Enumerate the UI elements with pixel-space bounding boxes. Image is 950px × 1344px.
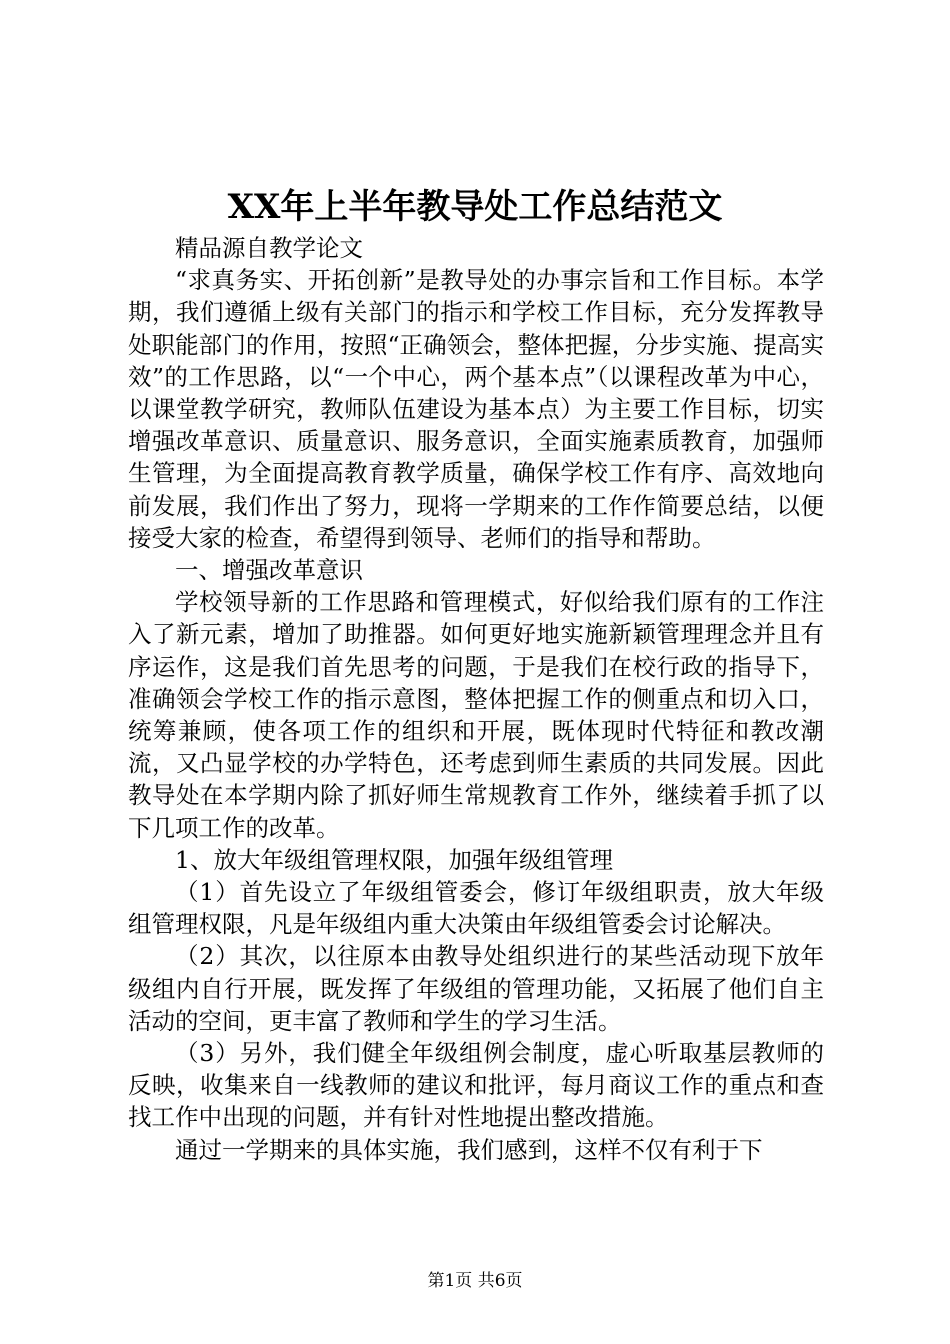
closing-paragraph: 通过一学期来的具体实施，我们感到，这样不仅有利于下: [175, 1135, 763, 1164]
source-note: 精品源自教学论文: [175, 234, 363, 262]
subsection-heading-1: 1、放大年级组管理权限，加强年级组管理: [175, 845, 613, 874]
document-title: XX年上半年教导处工作总结范文: [227, 187, 723, 227]
page-footer: 第1页 共6页: [427, 1271, 523, 1291]
section-1-paragraph: 学校领导新的工作思路和管理模式，好似给我们原有的工作注入了新元素，增加了助推器。如何更好地实施新颖管理理念并且有序运作，这是我们首先思考的问题，于是我们在校行政的指导下，准确领会学校工作的指示意图，整体把握工作的侧重点和切入口，统筹兼顾，使各项工作的组织和开展，既体现时代特征和教改潮流，又凸显学校的办学特色，还考虑到师生素质的共同发展。因此教导处在本学期内除了抓好师生常规教育工作外，继续着手抓了以下几项工作的改革。: [128, 588, 824, 842]
section-heading-1: 一、增强改革意识: [175, 556, 363, 585]
item-3-paragraph: （3）另外，我们健全年级组例会制度，虚心听取基层教师的反映，收集来自一线教师的建议和批评，每月商议工作的重点和查找工作中出现的问题，并有针对性地提出整改措施。: [128, 1039, 824, 1132]
document-body: [128, 232, 824, 1166]
item-2-paragraph: （2）其次，以往原本由教导处组织进行的某些活动现下放年级组内自行开展，既发挥了年级组的管理功能，又拓展了他们自主活动的空间，更丰富了教师和学生的学习生活。: [128, 942, 824, 1035]
intro-paragraph: “求真务实、开拓创新”是教导处的办事宗旨和工作目标。本学期，我们遵循上级有关部门的指示和学校工作目标，充分发挥教导处职能部门的作用，按照“正确领会，整体把握，分步实施、提高实效”的工作思路，以“一个中心，两个基本点”（以课程改革为中心，以课堂教学研究，教师队伍建设为基本点）为主要工作目标，切实增强改革意识、质量意识、服务意识，全面实施素质教育，加强师生管理，为全面提高教育教学质量，确保学校工作有序、高效地向前发展，我们作出了努力，现将一学期来的工作作简要总结，以便接受大家的检查，希望得到领导、老师们的指导和帮助。: [128, 266, 824, 552]
item-1-paragraph: （1）首先设立了年级组管委会，修订年级组职责，放大年级组管理权限，凡是年级组内重大决策由年级组管委会讨论解决。: [128, 878, 824, 939]
